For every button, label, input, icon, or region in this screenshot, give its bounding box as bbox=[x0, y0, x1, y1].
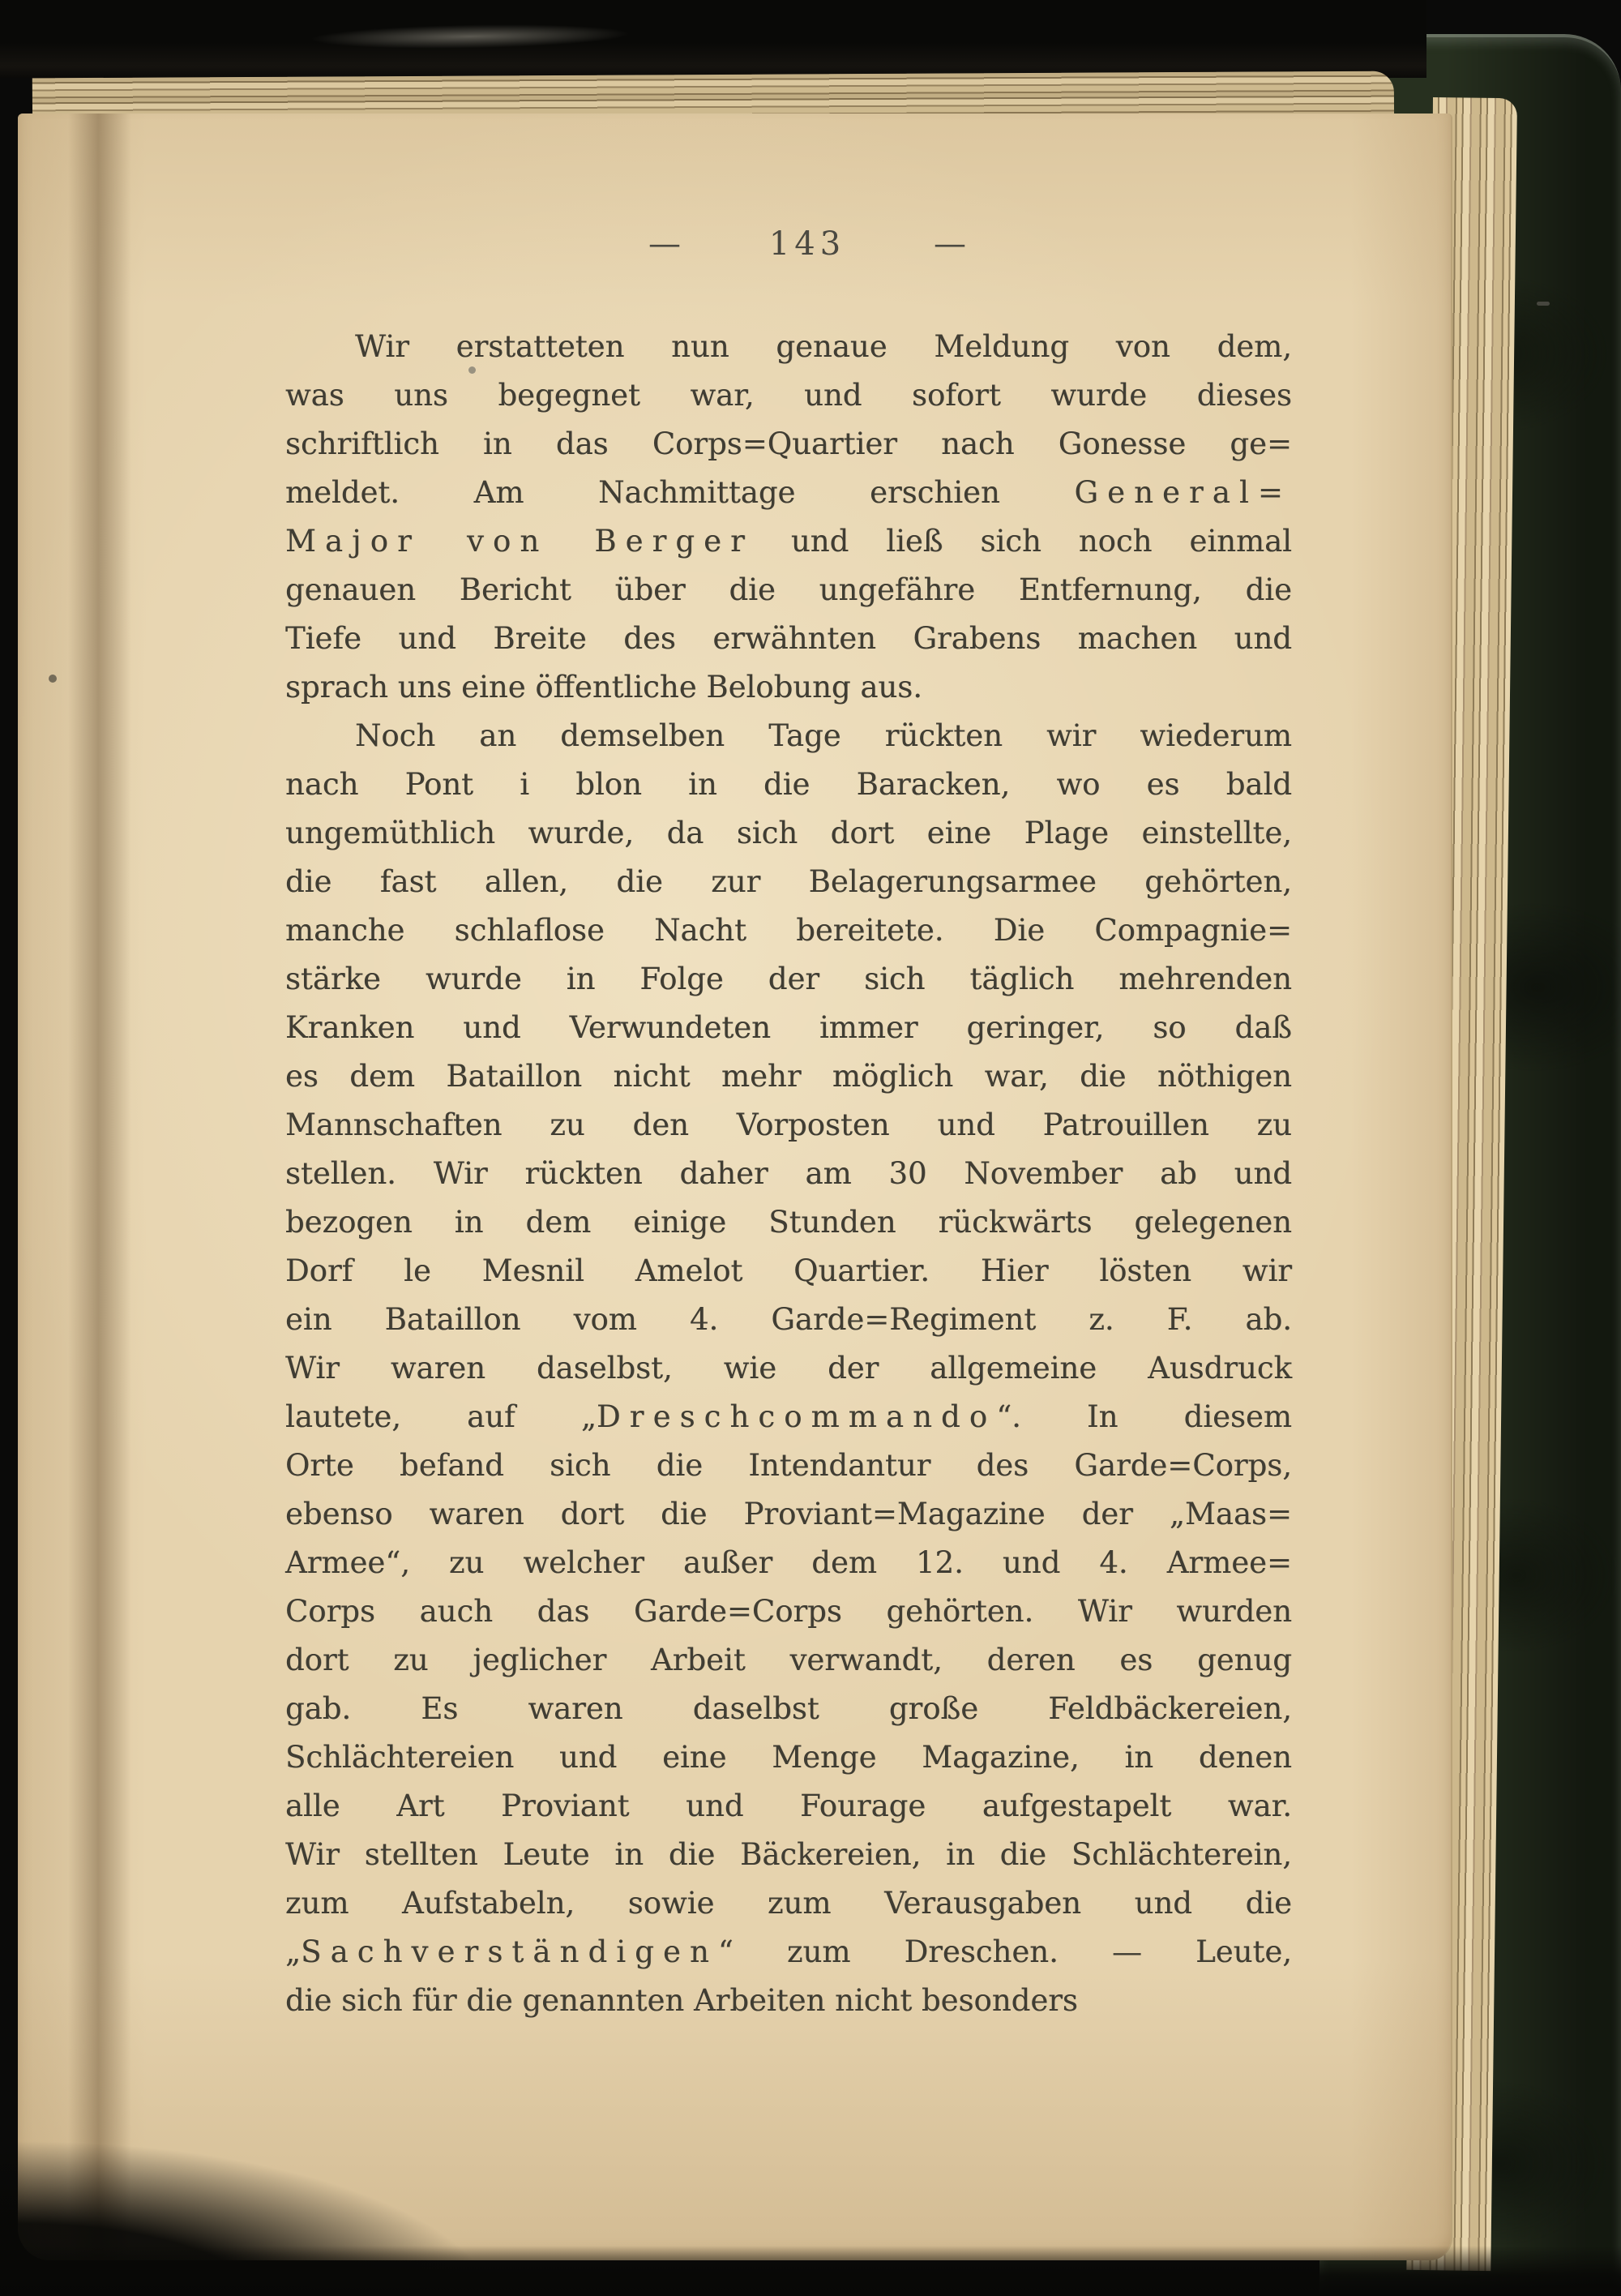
line-segment: ebenso waren dort die Proviant=Magazine der „Maas= bbox=[285, 1497, 1292, 1531]
line-segment-spaced: Major von Berger bbox=[285, 524, 754, 559]
text-line bbox=[285, 1587, 1292, 1636]
text-line bbox=[285, 566, 1292, 615]
line-segment: Mannschaften zu den Vorposten und Patrouillen zu bbox=[285, 1107, 1292, 1142]
line-segment: Orte befand sich die Intendantur des Garde=Corps, bbox=[285, 1448, 1292, 1483]
line-segment: nach Pont i blon in die Baracken, wo es bald bbox=[285, 767, 1292, 802]
line-segment: dort zu jeglicher Arbeit verwandt, deren es genug bbox=[285, 1643, 1292, 1677]
line-segment: Wir stellten Leute in die Bäckereien, in die Schlächterein, bbox=[285, 1837, 1292, 1872]
line-segment: Corps auch das Garde=Corps gehörten. Wir wurden bbox=[285, 1594, 1292, 1629]
text-line bbox=[285, 1490, 1292, 1539]
text-line bbox=[285, 469, 1292, 517]
line-segment: gab. Es waren daselbst große Feldbäckereien, bbox=[285, 1691, 1292, 1726]
text-line bbox=[285, 906, 1292, 955]
page-header bbox=[648, 225, 966, 263]
text-line bbox=[285, 1052, 1292, 1101]
text-line bbox=[285, 955, 1292, 1004]
line-segment: zum Aufstabeln, sowie zum Verausgaben und die bbox=[285, 1886, 1292, 1921]
line-segment: Tiefe und Breite des erwähnten Grabens machen und bbox=[285, 621, 1292, 656]
line-segment: manche schlaflose Nacht bereitete. Die Compagnie= bbox=[285, 913, 1292, 948]
text-line bbox=[285, 760, 1292, 809]
text-line bbox=[285, 1296, 1292, 1344]
text-line bbox=[285, 1101, 1292, 1150]
text-line bbox=[285, 1539, 1292, 1587]
line-segment: ein Bataillon vom 4. Garde=Regiment z. F. ab. bbox=[285, 1302, 1292, 1337]
line-segment: Kranken und Verwundeten immer geringer, so daß bbox=[285, 1010, 1292, 1045]
text-line bbox=[285, 1198, 1292, 1247]
text-line bbox=[285, 712, 1292, 760]
text-line bbox=[285, 323, 1292, 371]
line-segment: Armee“, zu welcher außer dem 12. und 4. Armee= bbox=[285, 1545, 1292, 1580]
gutter-crease bbox=[68, 114, 131, 2260]
page-shadow-bottom bbox=[0, 2246, 1621, 2296]
text-line bbox=[285, 1685, 1292, 1733]
line-segment: “. In diesem bbox=[996, 1399, 1292, 1434]
line-segment: sprach uns eine öffentliche Belobung aus. bbox=[285, 670, 923, 705]
text-line bbox=[285, 1344, 1292, 1393]
line-segment: Dorf le Mesnil Amelot Quartier. Hier lösten wir bbox=[285, 1253, 1292, 1288]
line-segment: stärke wurde in Folge der sich täglich mehrenden bbox=[285, 962, 1292, 996]
line-segment: ungemüthlich wurde, da sich dort eine Plage einstellte, bbox=[285, 816, 1292, 850]
text-line bbox=[285, 420, 1292, 469]
text-line bbox=[285, 1441, 1292, 1490]
text-line bbox=[285, 371, 1292, 420]
text-line bbox=[285, 1831, 1292, 1879]
text-line bbox=[285, 1150, 1292, 1198]
line-segment-spaced: General= bbox=[1074, 475, 1292, 510]
line-segment: lautete, auf „ bbox=[285, 1399, 597, 1434]
line-segment: meldet. Am Nachmittage erschien bbox=[285, 475, 1075, 510]
text-line bbox=[285, 809, 1292, 858]
line-segment: alle Art Proviant und Fourage aufgestapelt war. bbox=[285, 1788, 1292, 1823]
line-segment: schriftlich in das Corps=Quartier nach Gonesse ge= bbox=[285, 426, 1292, 461]
text-line bbox=[285, 517, 1292, 566]
line-segment: „ bbox=[285, 1934, 302, 1969]
line-segment: bezogen in dem einige Stunden rückwärts gelegenen bbox=[285, 1205, 1292, 1240]
line-segment: stellen. Wir rückten daher am 30 November ab und bbox=[285, 1156, 1292, 1191]
line-segment: die sich für die genannten Arbeiten nicht besonders bbox=[285, 1983, 1078, 2018]
header-dash-left: — bbox=[648, 225, 681, 263]
text-line bbox=[285, 1928, 1292, 1977]
text-line bbox=[285, 1733, 1292, 1782]
line-segment: und ließ sich noch einmal bbox=[753, 524, 1292, 559]
line-segment: es dem Bataillon nicht mehr möglich war, die nöthigen bbox=[285, 1059, 1292, 1094]
page-number: 143 bbox=[768, 225, 846, 263]
text-line bbox=[285, 663, 1292, 712]
text-line bbox=[285, 1977, 1292, 2025]
line-segment-spaced: Dreschcommando bbox=[597, 1399, 997, 1434]
header-dash-right: — bbox=[933, 225, 966, 263]
line-segment: die fast allen, die zur Belagerungsarmee gehörten, bbox=[285, 864, 1292, 899]
text-line bbox=[285, 858, 1292, 906]
paper-speck bbox=[1537, 302, 1550, 306]
paper-speck bbox=[49, 675, 57, 683]
book-binding-top bbox=[0, 0, 1426, 78]
line-segment: Wir erstatteten nun genaue Meldung von dem, bbox=[355, 329, 1292, 364]
line-segment-spaced: Sachverständigen bbox=[301, 1934, 718, 1969]
line-segment: “ zum Dreschen. — Leute, bbox=[717, 1934, 1292, 1969]
page-text bbox=[285, 323, 1292, 2025]
line-segment: Wir waren daselbst, wie der allgemeine Ausdruck bbox=[285, 1351, 1292, 1386]
line-segment: genauen Bericht über die ungefähre Entfernung, die bbox=[285, 572, 1292, 607]
text-line bbox=[285, 1782, 1292, 1831]
text-line bbox=[285, 1004, 1292, 1052]
text-line bbox=[285, 1636, 1292, 1685]
line-segment: Schlächtereien und eine Menge Magazine, in denen bbox=[285, 1740, 1292, 1775]
text-line bbox=[285, 1247, 1292, 1296]
text-line bbox=[285, 1879, 1292, 1928]
line-segment: Noch an demselben Tage rückten wir wiederum bbox=[355, 718, 1292, 753]
line-segment: was uns begegnet war, und sofort wurde dieses bbox=[285, 378, 1292, 413]
text-line bbox=[285, 615, 1292, 663]
text-line bbox=[285, 1393, 1292, 1441]
